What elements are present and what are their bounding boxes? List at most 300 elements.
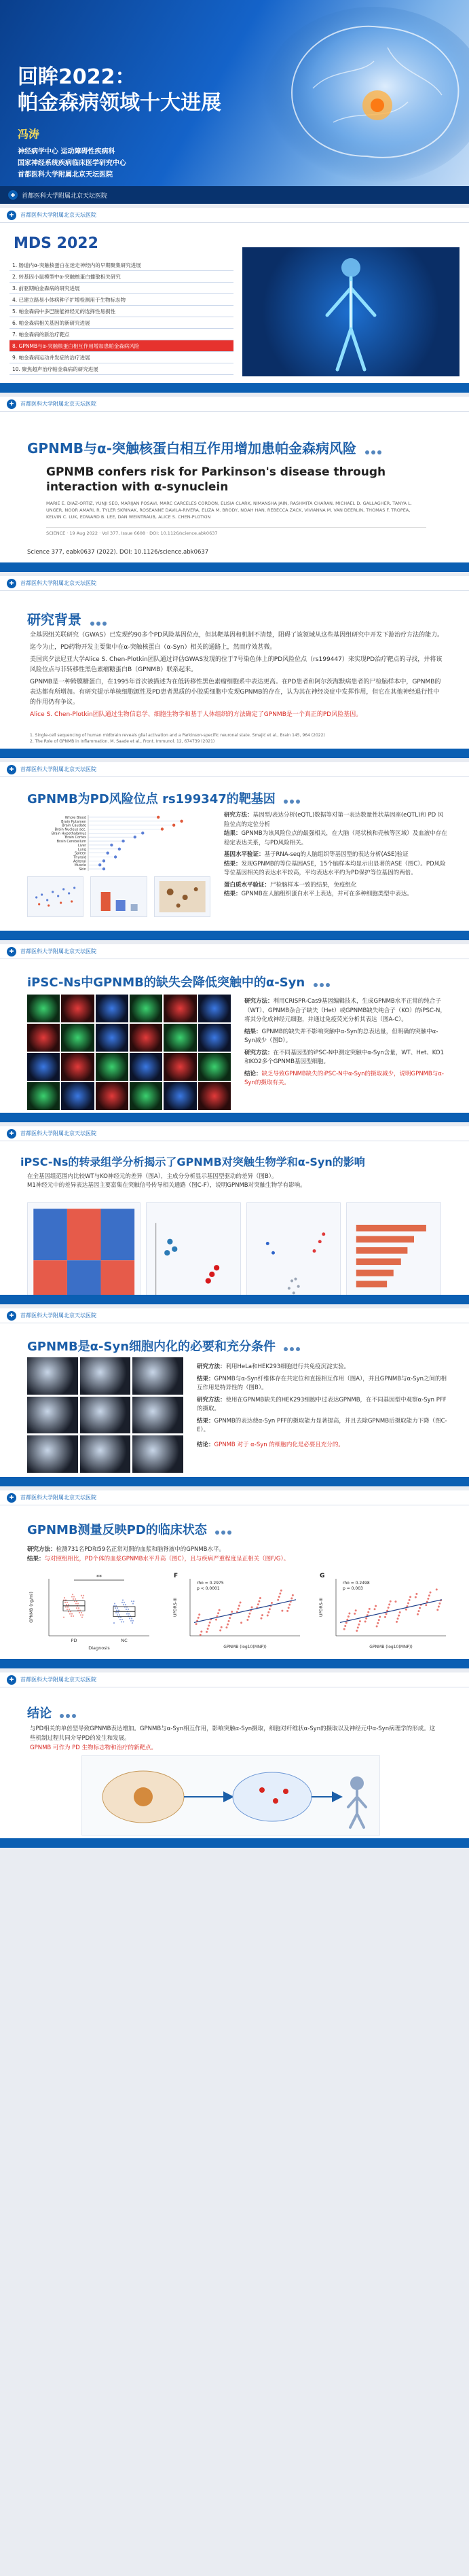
x-axis-label: GPNMB (log10(MNP)): [369, 1645, 413, 1649]
topic-item: 4. 已建立路易小体病种子扩增检测用于生物标志物: [10, 294, 233, 306]
data-point: [375, 1605, 377, 1607]
jitter-point: [73, 1598, 74, 1600]
method-label: 研究方法：: [197, 1363, 226, 1370]
hospital-logo-icon: ✚: [7, 1129, 16, 1139]
title-dots-icon: [284, 793, 302, 807]
microscopy-tile: [61, 1053, 94, 1081]
ipsc-result: [244, 1028, 448, 1046]
method-text: 基于RNA-seq的人脑组织等基因型的表达分析(ASE)验证: [264, 851, 409, 858]
method-label: 基因水平验证：: [224, 851, 265, 858]
microscopy-tile: [27, 995, 60, 1022]
data-point: [172, 823, 175, 826]
jitter-point: [119, 1619, 121, 1620]
jitter-point: [125, 1604, 126, 1605]
cover-footer-text: 首都医科大学附属北京天坛医院: [22, 192, 108, 200]
affiliation-line: 神经病学中心 运动障碍性疾病科: [18, 148, 115, 156]
data-point: [281, 1610, 283, 1612]
jitter-point: [71, 1596, 73, 1597]
data-point: [409, 1596, 411, 1598]
panel-label: G: [320, 1573, 325, 1579]
data-point: [369, 1608, 371, 1610]
microscopy-tile: [80, 1435, 131, 1473]
jitter-point: [64, 1597, 65, 1598]
background-paragraph: 全基因组关联研究（GWAS）已发现约90多个PD风险基因位点，但其靶基因和机制不清楚，阻碍了该领域从这些基因组研究中开发下游治疗方法的能力。: [30, 632, 444, 639]
slide-header: [0, 1308, 469, 1323]
allele-scatter-icon: [28, 877, 83, 916]
necessity-microscopy-grid: [27, 1357, 183, 1473]
background-text: [30, 630, 444, 722]
jitter-point: [63, 1617, 64, 1618]
affiliation-line: 首都医科大学附属北京天坛医院: [18, 171, 113, 179]
data-point: [343, 1628, 345, 1630]
microscopy-tile: [27, 1357, 78, 1395]
necessity-method: [197, 1363, 448, 1372]
data-point: [248, 1613, 250, 1615]
hospital-logo-icon: ✚: [7, 1493, 16, 1503]
category-label: Adrenal: [73, 859, 86, 864]
risk-locus-slide: [0, 762, 469, 940]
slide-header: [0, 1126, 469, 1141]
jitter-point: [130, 1620, 132, 1622]
ipsc-slide: [0, 944, 469, 1122]
background-paragraph: 迄今为止，PD药物开发主要集中在α-突触核蛋白（α-Syn）相关的通路上，然而疗效甚微。: [30, 644, 276, 651]
background-references: [30, 732, 325, 745]
microscopy-tile: [164, 1024, 196, 1052]
microscopy-tile: [61, 1082, 94, 1110]
data-point: [277, 1599, 279, 1601]
data-point: [246, 1619, 248, 1621]
data-point: [438, 1606, 440, 1608]
microscopy-tile: [198, 1053, 231, 1081]
jitter-point: [121, 1619, 123, 1620]
jitter-point: [67, 1606, 69, 1607]
data-point: [269, 1608, 271, 1610]
result-label: 结果：: [224, 860, 242, 867]
jitter-point: [123, 1604, 124, 1605]
background-title-text: 研究背景: [27, 611, 81, 628]
omics-paragraph: M1神经元中的差异表达基因主要富集在突触信号传导相关通路（图C-F），说明GPNMB对突触生物学有影响。: [27, 1182, 306, 1189]
header-institution: 首都医科大学附属北京天坛医院: [20, 212, 96, 218]
data-point: [425, 1604, 427, 1606]
category-label: Muscle: [74, 863, 86, 868]
topic-item: 5. 帕金森病中多巴胺能神经元的选择性易损性: [10, 306, 233, 317]
data-point: [121, 840, 124, 842]
risk-title-text: GPNMB为PD风险位点 rs199347的靶基因: [27, 792, 276, 806]
pca-figure: [146, 1202, 241, 1304]
microscopy-tile: [130, 1053, 162, 1081]
hospital-logo-icon: ✚: [7, 947, 16, 956]
data-point: [180, 820, 183, 823]
allele-bar-icon: [91, 877, 146, 916]
microscopy-tile: [96, 1053, 128, 1081]
data-point: [209, 1622, 211, 1624]
data-point: [378, 1619, 380, 1621]
slide-footer: [0, 383, 469, 393]
jitter-point: [73, 1615, 74, 1617]
title-dots-icon: [60, 1707, 78, 1721]
slide-footer: [0, 562, 469, 572]
cover-title: [18, 65, 221, 116]
result-text: 缺乏导致GPNMB缺失的iPSC-N中α-Syn的摄取减少，说明GPNMB与α-Syn的摄取有关。: [244, 1070, 444, 1086]
data-point: [415, 1593, 417, 1595]
conclusion-highlight: GPNMB 可作为 PD 生物标志物和治疗的新靶点。: [30, 1745, 157, 1751]
jitter-point: [82, 1614, 83, 1615]
paper-slide: [0, 397, 469, 572]
result-label: 结论：: [244, 1070, 262, 1077]
data-point: [288, 1607, 290, 1609]
category-label: Whole Blood: [64, 815, 86, 820]
jitter-point: [81, 1595, 82, 1596]
microscopy-tile: [27, 1435, 78, 1473]
ipsc-method: [244, 997, 448, 1025]
eqtl-chart: [27, 812, 210, 874]
jitter-point: [114, 1603, 115, 1604]
jitter-point: [119, 1614, 120, 1615]
data-point: [161, 827, 164, 830]
jitter-point: [117, 1607, 118, 1609]
method-text: 使用在GPNMB缺失的HEK293细胞中过表达GPNMB，在不同基因型中观察α-Syn PFF的摄取。: [197, 1396, 447, 1412]
mechanism-diagram: [81, 1755, 380, 1836]
data-point: [367, 1611, 369, 1613]
result-label: 结果：: [197, 1417, 214, 1425]
slide-footer: [0, 1838, 469, 1848]
data-point: [388, 1603, 390, 1605]
background-paragraph: 美国宾夕法尼亚大学Alice S. Chen-Plotkin团队通过评估GWAS发现的位于7号染色体上的PD风险位点（rs199447）来实现PD治疗靶点的寻找，并将该风险位点与非转移性黑色素瘤糖蛋白B（GPNMB）联系起来。: [30, 656, 443, 673]
microscopy-tile: [96, 995, 128, 1022]
data-point: [267, 1611, 269, 1613]
microscopy-tile: [130, 1082, 162, 1110]
header-institution: 首都医科大学附属北京天坛医院: [20, 948, 96, 954]
y-axis-label: GPNMB (ng/ml): [29, 1592, 34, 1623]
jitter-point: [131, 1600, 132, 1602]
data-point: [238, 1605, 240, 1607]
p-value-label: p = 0.003: [343, 1586, 363, 1591]
pca-scatter-icon: [147, 1203, 240, 1304]
y-axis-label: UPDRS-III: [319, 1597, 324, 1617]
ipsc-microscopy-grid: [27, 995, 231, 1110]
data-point: [200, 1630, 202, 1632]
volcano-figure: [246, 1202, 341, 1304]
omics-paragraph: 在全基因组范围内比较WT与KO神经元的差异（图A），主成分分析显示基因型驱动的差异（图B）。: [27, 1173, 278, 1180]
hospital-logo-icon: ✚: [7, 211, 16, 220]
microscopy-tile: [61, 1024, 94, 1052]
significance-label: **: [96, 1574, 102, 1580]
gpnmb-scatter-g: [316, 1571, 451, 1652]
omics-figures: [27, 1202, 441, 1289]
jitter-point: [80, 1614, 81, 1615]
ipsc-description: [244, 997, 448, 1088]
jitter-point: [67, 1609, 68, 1610]
ihc-stain-icon: [155, 877, 210, 916]
microscopy-tile: [96, 1082, 128, 1110]
slide-header: [0, 1490, 469, 1505]
header-institution: 首都医科大学附属北京天坛医院: [20, 580, 96, 586]
data-point: [405, 1609, 407, 1611]
brain-illustration: [231, 0, 469, 204]
data-point: [134, 836, 136, 838]
slide-footer: [0, 1113, 469, 1122]
data-point: [438, 1603, 440, 1605]
data-point: [217, 1612, 219, 1614]
data-point: [227, 1624, 229, 1626]
mds-title: MDS 2022: [14, 235, 98, 252]
result-text: GPNMB的缺失并不影响突触中α-Syn的总表达量，但明确的突触中α-Syn减少（图D）。: [244, 1028, 438, 1044]
background-slide: [0, 576, 469, 758]
slide-header: [0, 208, 469, 223]
cover-author: 冯涛: [18, 128, 40, 141]
data-point: [292, 1594, 294, 1596]
mechanism-diagram-icon: [82, 1756, 381, 1836]
data-point: [215, 1619, 217, 1621]
data-point: [365, 1617, 367, 1620]
jitter-point: [69, 1613, 71, 1615]
regression-line: [194, 1600, 296, 1623]
result-text: GPNMB在人脑组织蛋白水平上表达，并可在多种细胞类型中表达。: [241, 891, 413, 897]
data-point: [379, 1616, 381, 1618]
affiliation-line: 国家神经系统疾病临床医学研究中心: [18, 160, 126, 167]
category-label: Brain Cortex: [64, 836, 86, 840]
paper-slide-title: [27, 437, 383, 458]
jitter-point: [128, 1609, 129, 1610]
necessity-result2: [197, 1417, 448, 1435]
necessity-title-text: GPNMB是α-Syn细胞内化的必要和充分条件: [27, 1340, 276, 1354]
background-paragraph: GPNMB是一种跨膜糖蛋白，在1995年首次被描述为在低转移性黑色素瘤细胞系中表达更高。在PD患者和阿尔茨海默病患者的尸检脑样本中，GPNMB的表达都有所增加。有研究提示单核细胞源性及PD患者黑质的小胶质细胞中发现GPNMB的存在，认为其在神经炎症中发挥作用，但它在其他神经退行性中的作用仍有争议。: [30, 679, 441, 706]
heatmap-figure: [27, 1202, 140, 1304]
data-point: [195, 1623, 198, 1625]
data-point: [356, 1630, 358, 1632]
data-point: [248, 1615, 250, 1617]
risk-result: [224, 829, 448, 848]
microscopy-tile: [132, 1357, 183, 1395]
slide-header: [0, 944, 469, 959]
jitter-point: [124, 1602, 125, 1603]
volcano-plot-icon: [247, 1203, 341, 1304]
microscopy-tile: [132, 1435, 183, 1473]
data-point: [344, 1625, 346, 1627]
result-text: GPNMB为该风险位点的最强相关，在大脑（尾状核和壳核等区域）及血液中存在稳定表达关系，与PD风险相关。: [224, 830, 447, 846]
slide-header: [0, 1672, 469, 1687]
jitter-point: [126, 1613, 128, 1615]
jitter-point: [121, 1621, 122, 1622]
paper-abstract-box: [46, 465, 426, 536]
microscopy-tile: [164, 995, 196, 1022]
necessity-conclusion: [197, 1441, 448, 1450]
data-point: [102, 867, 105, 870]
jitter-point: [115, 1612, 117, 1613]
allele-panel: [90, 876, 147, 917]
result-label: 结果：: [224, 830, 242, 837]
conclusion-slide: [0, 1672, 469, 1848]
paper-journal: SCIENCE · 19 Aug 2022 · Vol 377, Issue 6608 · DOI: 10.1126/science.abk0637: [46, 527, 426, 536]
data-point: [436, 1588, 438, 1590]
microscopy-tile: [198, 995, 231, 1022]
clinical-title-text: GPNMB测量反映PD的临床状态: [27, 1523, 207, 1537]
microscopy-tile: [198, 1082, 231, 1110]
data-point: [396, 1621, 398, 1623]
paper-citation: Science 377, eabk0637 (2022). DOI: 10.1126/science.abk0637: [27, 549, 209, 556]
jitter-point: [117, 1612, 119, 1613]
omics-description: [27, 1173, 441, 1190]
risk-method: [224, 811, 448, 829]
conclusion-paragraph: 与PD相关的单倍型导致GPNMB表达增加。GPNMB与α-Syn相互作用，影响突触α-Syn摄取，细胞对纤维状α-Syn的摄取以及神经元中α-Syn病理学的形成。这些机制过程共同介导PD的发生和发展。: [30, 1725, 436, 1742]
data-point: [384, 1616, 386, 1618]
jitter-point: [113, 1622, 115, 1624]
heatmap-icon: [28, 1203, 140, 1304]
jitter-point: [81, 1612, 82, 1613]
x-axis-label: Diagnosis: [88, 1645, 110, 1651]
hospital-logo-icon: ✚: [7, 765, 16, 774]
header-institution: 首都医科大学附属北京天坛医院: [20, 401, 96, 407]
microscopy-tile: [164, 1082, 196, 1110]
microscopy-tile: [80, 1397, 131, 1434]
slide-footer: [0, 1659, 469, 1668]
data-point: [354, 1613, 356, 1615]
data-point: [118, 848, 121, 851]
necessity-method2: [197, 1396, 448, 1414]
clinical-title: [27, 1520, 233, 1538]
x-axis-label: GPNMB (log10(MNP)): [223, 1645, 267, 1649]
method-text: 利用CRISPR-Cas9基因编辑技术，生成GPNMB水平正常的纯合子（WT）、GPNMB杂合子缺失（Het）或GPNMB缺失纯合子（KO）的iPSC-N，将其分化成神经元细胞，并通过免疫荧光分析其表达（图A-C）。: [244, 998, 446, 1023]
category-label: PD: [71, 1638, 77, 1643]
data-point: [257, 1603, 259, 1605]
header-institution: 首都医科大学附属北京天坛医院: [20, 1130, 96, 1137]
conclusion-title: [27, 1704, 78, 1721]
title-dots-icon: [365, 442, 383, 458]
result-label: 结果：: [224, 891, 242, 897]
data-point: [258, 1600, 260, 1603]
jitter-point: [82, 1597, 83, 1598]
data-point: [377, 1622, 379, 1624]
paper-authors: MARIE E. DIAZ-ORTIZ, YUNJI SEO, MARIJAN POSAVI, MARC CARCELES CORDON, ELISIA CLARK, NIMANSHA JAIN, RASHMITA CHARAN, MICHAEL D. GALLAGHER, TANYA L. UNGER, NOOR AMARI, R. TYLER SKRINAK, ROSEANNE DAVILA-RIVERA, ELIZA M. BRODY, NOAH HAN, REBECCA ZACK, VIVIANNA M. VAN DEERLIN, THOMAS F. TROPEA, KELVIN C. LUK, EDWARD B. LEE, DAN WEINTRAUB, ALICE S. CHEN-PLOTKIN: [46, 501, 412, 520]
jitter-point: [122, 1599, 124, 1600]
data-point: [219, 1629, 221, 1631]
data-point: [358, 1624, 360, 1626]
jitter-point: [132, 1622, 133, 1624]
mds-topic-list: [10, 260, 233, 375]
hospital-logo-icon: ✚: [8, 190, 18, 200]
allele-panel: [154, 876, 210, 917]
data-point: [251, 1606, 253, 1608]
data-point: [398, 1615, 400, 1617]
data-point: [279, 1592, 281, 1594]
microscopy-tile: [27, 1024, 60, 1052]
method-label: 研究方法：: [197, 1396, 226, 1403]
jitter-point: [128, 1613, 130, 1615]
data-point: [357, 1626, 359, 1628]
jitter-point: [129, 1617, 130, 1619]
paper-english-title: GPNMB confers risk for Parkinson's disease through interaction with α-synuclein: [46, 465, 386, 494]
jitter-point: [66, 1604, 67, 1605]
category-label: Brain Nucleus acc.: [54, 827, 86, 832]
ipsc-title-text: iPSC-Ns中GPNMB的缺失会降低突触中的α-Syn: [27, 976, 305, 990]
category-label: Brain Putamen: [61, 819, 86, 824]
microscopy-tile: [27, 1053, 60, 1081]
method-label: 研究方法：: [244, 1049, 274, 1056]
jitter-point: [131, 1617, 132, 1619]
data-point: [286, 1610, 288, 1612]
reference-item: 2. The Role of GPNMB in Inflammation. M. Saade et al., Front. Immunol. 12, 674739 (2021): [30, 739, 215, 744]
slide-footer: [0, 1295, 469, 1304]
data-point: [428, 1594, 430, 1596]
hospital-logo-icon: ✚: [7, 1675, 16, 1685]
mds-slide: [0, 208, 469, 393]
ipsc-conclusion: [244, 1070, 448, 1088]
human-figure-icon: [242, 247, 459, 376]
jitter-point: [77, 1603, 79, 1604]
category-label: NC: [121, 1638, 128, 1643]
title-dots-icon: [215, 1524, 233, 1538]
jitter-point: [126, 1609, 127, 1610]
data-point: [114, 855, 117, 858]
method-text: 在不同基因型的iPSC-N中测定突触中α-Syn含量，WT、Het、KO1和KO2多个GPNMB基因型细胞。: [244, 1049, 445, 1065]
topic-item: 3. 前驱期帕金森病的研究进展: [10, 283, 233, 294]
header-institution: 首都医科大学附属北京天坛医院: [20, 1495, 96, 1501]
title-dots-icon: [284, 1340, 302, 1355]
method-label: 研究方法：: [224, 812, 253, 819]
category-label: Brain Cerebellum: [56, 840, 86, 844]
ipsc-title: [27, 973, 332, 990]
data-point: [417, 1613, 419, 1615]
jitter-point: [72, 1594, 73, 1595]
result-text: GPNMB与α-Syn纤维体存在共定位和直接相互作用（图A），并且GPNMB与α-Syn之间的相互作用是特异性的（图B）。: [197, 1375, 447, 1391]
microscopy-tile: [130, 1024, 162, 1052]
jitter-point: [132, 1603, 134, 1604]
result-label: 结果：: [244, 1028, 262, 1035]
method-text: 基因型/表达分析(eQTL)数据等对第一表达数量性状基因座(eQTL)和 PD 风险位点的定位分析: [224, 812, 444, 828]
data-point: [206, 1631, 208, 1633]
jitter-point: [115, 1607, 116, 1609]
data-point: [345, 1622, 348, 1624]
topic-item: 2. 转基因小鼠模型中α-突触核蛋白播散相关研究: [10, 271, 233, 283]
microscopy-tile: [132, 1397, 183, 1434]
data-point: [288, 1604, 290, 1606]
jitter-point: [123, 1621, 124, 1622]
microscopy-tile: [80, 1357, 131, 1395]
topic-item-highlighted: 8. GPNMB与α-突触核蛋白相互作用增加患帕金森病风险: [10, 340, 233, 352]
cover-title-line1: 回眸2022：: [18, 65, 136, 89]
allele-expression-panels: [27, 876, 210, 917]
jitter-point: [121, 1602, 123, 1603]
result-text: 与对照组相比，PD个体的血浆GPNMB水平升高（图C），且与疾病严重程度呈正相关（图F/G）。: [44, 1556, 290, 1562]
rho-label: rho = 0.2498: [343, 1581, 370, 1586]
data-point: [259, 1597, 261, 1599]
jitter-point: [64, 1602, 66, 1603]
result-text: 发现GPNMB的等位基因ASE，15个脑样本均显示出显著的ASE（图C）。PD风险等位基因相关的表达水平较高，平均表达水平约为PD保护等位基因的两倍。: [224, 860, 446, 876]
category-label: Brain Hypothalamus: [52, 831, 86, 836]
data-point: [231, 1611, 233, 1613]
jitter-point: [65, 1606, 67, 1607]
human-body-illustration: [242, 247, 459, 376]
method-text: 检测731名PD和59名正常对照的血浆和脑脊液中的GPNMB水平。: [56, 1546, 225, 1553]
data-point: [141, 831, 144, 834]
data-point: [407, 1602, 409, 1604]
data-point: [364, 1620, 367, 1622]
microscopy-tile: [130, 995, 162, 1022]
topic-item: 6. 帕金森病相关基因的新研究进展: [10, 317, 233, 329]
hospital-logo-icon: ✚: [7, 1311, 16, 1321]
slide-header: [0, 397, 469, 412]
y-axis-label: UPDRS-III: [173, 1597, 178, 1617]
enrichment-bar-icon: [347, 1203, 440, 1304]
data-point: [427, 1598, 429, 1600]
data-point: [359, 1620, 361, 1622]
necessity-result: [197, 1375, 448, 1393]
result-text: GPNMB的表达使α-Syn PFF的摄取能力显著提高，并且去除GPNMB后摄取能力下降（图C-E）。: [197, 1417, 447, 1433]
slide-header: [0, 762, 469, 777]
data-point: [110, 844, 113, 846]
data-point: [240, 1601, 242, 1603]
category-label: Lung: [77, 847, 86, 852]
